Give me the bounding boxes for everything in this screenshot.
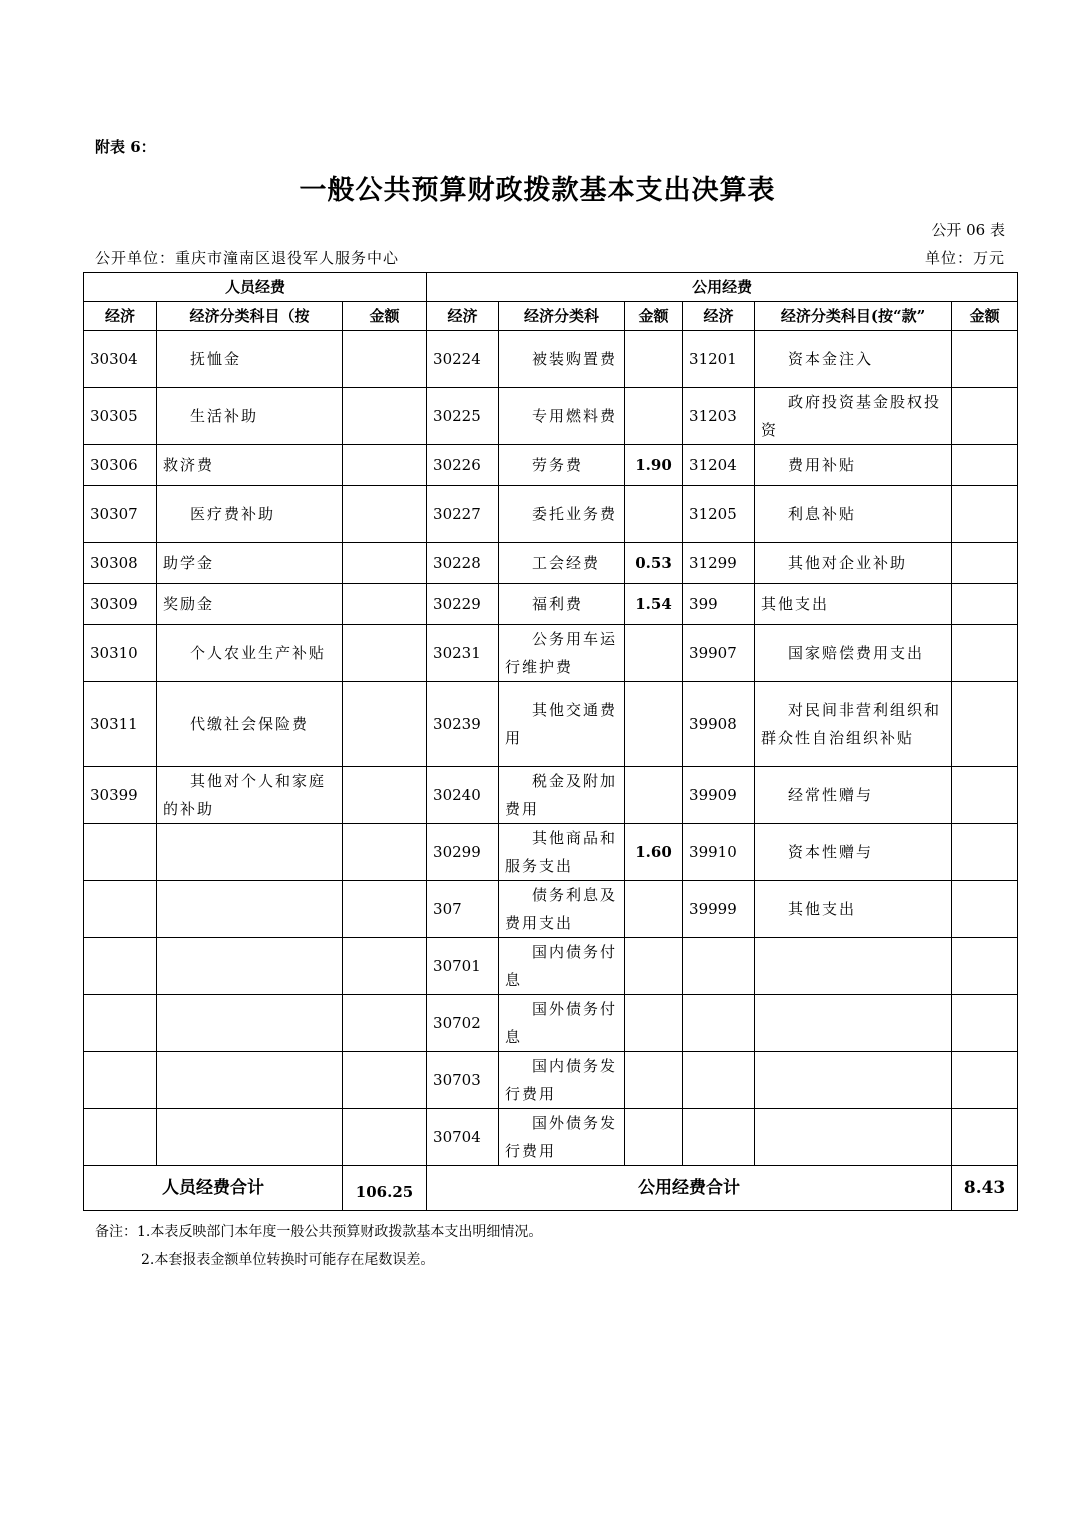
public-code-cell: 39910 xyxy=(683,824,755,881)
table-row xyxy=(84,625,1018,682)
public-total-label: 公用经费合计 xyxy=(427,1166,952,1211)
personnel-amount-cell xyxy=(343,682,427,767)
public-name-cell xyxy=(755,938,952,995)
personnel-name-cell: 奖励金 xyxy=(157,584,343,625)
public-code-cell: 30703 xyxy=(427,1052,499,1109)
table-row xyxy=(84,995,1018,1052)
personnel-code-cell: 30310 xyxy=(84,625,157,682)
public-name-cell: 福利费 xyxy=(499,584,625,625)
public-name-cell: 利息补贴 xyxy=(755,486,952,543)
public-name-cell: 国内债务付息 xyxy=(499,938,625,995)
public-code-cell xyxy=(683,995,755,1052)
public-code-cell xyxy=(683,938,755,995)
public-code-cell: 30227 xyxy=(427,486,499,543)
public-name-cell: 国家赔偿费用支出 xyxy=(755,625,952,682)
public-code-cell: 30701 xyxy=(427,938,499,995)
personnel-code-cell xyxy=(84,995,157,1052)
personnel-name-cell xyxy=(157,938,343,995)
public-name-cell: 被装购置费 xyxy=(499,331,625,388)
public-amount-cell xyxy=(625,995,683,1052)
table-row xyxy=(84,445,1018,486)
personnel-amount-cell xyxy=(343,767,427,824)
public-code-cell: 30226 xyxy=(427,445,499,486)
public-amount-cell xyxy=(625,486,683,543)
table-row xyxy=(84,824,1018,881)
totals-row xyxy=(84,1166,1018,1211)
public-code-cell: 30229 xyxy=(427,584,499,625)
public-amount-cell xyxy=(952,767,1018,824)
table-row xyxy=(84,331,1018,388)
personnel-name-cell: 助学金 xyxy=(157,543,343,584)
personnel-code-cell: 30308 xyxy=(84,543,157,584)
personnel-code-cell: 30304 xyxy=(84,331,157,388)
public-amount-cell xyxy=(625,1109,683,1166)
personnel-name-cell xyxy=(157,824,343,881)
public-name-cell: 其他支出 xyxy=(755,881,952,938)
table-row xyxy=(84,881,1018,938)
public-name-cell: 其他支出 xyxy=(755,584,952,625)
expenditure-table xyxy=(83,272,1018,1211)
public-amount-cell xyxy=(952,682,1018,767)
col-code-header: 经济 xyxy=(683,302,755,331)
public-code-cell: 307 xyxy=(427,881,499,938)
public-name-cell: 专用燃料费 xyxy=(499,388,625,445)
public-amount-cell: 0.53 xyxy=(625,543,683,584)
personnel-name-cell: 生活补助 xyxy=(157,388,343,445)
personnel-name-cell xyxy=(157,1109,343,1166)
col-amount-header: 金额 xyxy=(343,302,427,331)
public-name-cell: 费用补贴 xyxy=(755,445,952,486)
reporting-unit: 公开单位：重庆市潼南区退役军人服务中心 xyxy=(95,249,400,267)
personnel-code-cell: 30311 xyxy=(84,682,157,767)
public-name-cell: 其他商品和服务支出 xyxy=(499,824,625,881)
public-code-cell: 39909 xyxy=(683,767,755,824)
public-code-cell: 30228 xyxy=(427,543,499,584)
public-name-cell: 劳务费 xyxy=(499,445,625,486)
public-code-cell: 39908 xyxy=(683,682,755,767)
personnel-total-label: 人员经费合计 xyxy=(84,1166,343,1211)
public-amount-cell xyxy=(952,388,1018,445)
personnel-code-cell: 30306 xyxy=(84,445,157,486)
public-code-cell: 39999 xyxy=(683,881,755,938)
public-amount-cell xyxy=(625,881,683,938)
col-name-header: 经济分类科目(按“款” xyxy=(755,302,952,331)
public-name-cell: 资本金注入 xyxy=(755,331,952,388)
note-line: 备注：1.本表反映部门本年度一般公共预算财政拨款基本支出明细情况。 xyxy=(95,1224,543,1240)
personnel-code-cell: 30305 xyxy=(84,388,157,445)
personnel-name-cell: 抚恤金 xyxy=(157,331,343,388)
public-amount-cell xyxy=(952,584,1018,625)
personnel-amount-cell xyxy=(343,331,427,388)
public-code-cell: 30239 xyxy=(427,682,499,767)
public-amount-cell xyxy=(625,625,683,682)
public-code-cell: 30224 xyxy=(427,331,499,388)
personnel-code-cell xyxy=(84,938,157,995)
public-name-cell xyxy=(755,1109,952,1166)
public-amount-cell xyxy=(625,938,683,995)
personnel-amount-cell xyxy=(343,584,427,625)
public-name-cell: 公务用车运行维护费 xyxy=(499,625,625,682)
public-amount-cell: 1.54 xyxy=(625,584,683,625)
personnel-amount-cell xyxy=(343,1109,427,1166)
attachment-label: 附表 6： xyxy=(95,138,156,156)
table-row xyxy=(84,486,1018,543)
public-code-cell: 399 xyxy=(683,584,755,625)
public-name-cell: 国外债务发行费用 xyxy=(499,1109,625,1166)
notes xyxy=(95,1218,542,1274)
public-name-cell: 其他对企业补助 xyxy=(755,543,952,584)
public-code-cell: 31204 xyxy=(683,445,755,486)
personnel-name-cell: 其他对个人和家庭的补助 xyxy=(157,767,343,824)
public-amount-cell xyxy=(952,331,1018,388)
personnel-amount-cell xyxy=(343,1052,427,1109)
personnel-header: 人员经费 xyxy=(84,273,427,302)
public-amount-cell xyxy=(952,625,1018,682)
column-header-row xyxy=(84,302,1018,331)
public-name-cell: 债务利息及费用支出 xyxy=(499,881,625,938)
public-total-amount: 8.43 xyxy=(952,1166,1018,1211)
public-amount-cell xyxy=(952,445,1018,486)
personnel-amount-cell xyxy=(343,938,427,995)
personnel-amount-cell xyxy=(343,881,427,938)
table-row xyxy=(84,767,1018,824)
personnel-amount-cell xyxy=(343,824,427,881)
col-name-header: 经济分类科目（按 xyxy=(157,302,343,331)
public-code-cell: 30240 xyxy=(427,767,499,824)
personnel-name-cell: 救济费 xyxy=(157,445,343,486)
public-name-cell: 税金及附加费用 xyxy=(499,767,625,824)
public-code-cell: 30231 xyxy=(427,625,499,682)
public-amount-cell xyxy=(952,486,1018,543)
public-name-cell: 委托业务费 xyxy=(499,486,625,543)
personnel-amount-cell xyxy=(343,486,427,543)
public-code-cell: 39907 xyxy=(683,625,755,682)
personnel-amount-cell xyxy=(343,625,427,682)
public-amount-cell xyxy=(952,1052,1018,1109)
personnel-name-cell: 个人农业生产补贴 xyxy=(157,625,343,682)
public-name-cell: 经常性赠与 xyxy=(755,767,952,824)
public-code-cell: 30702 xyxy=(427,995,499,1052)
public-code-cell: 31299 xyxy=(683,543,755,584)
public-name-cell: 国外债务付息 xyxy=(499,995,625,1052)
public-amount-cell xyxy=(952,995,1018,1052)
public-code-cell xyxy=(683,1052,755,1109)
col-code-header: 经济 xyxy=(84,302,157,331)
form-number: 公开 06 表 xyxy=(931,221,1005,239)
public-amount-cell xyxy=(952,1109,1018,1166)
public-amount-cell xyxy=(625,767,683,824)
personnel-name-cell: 代缴社会保险费 xyxy=(157,682,343,767)
personnel-code-cell xyxy=(84,1052,157,1109)
table-row xyxy=(84,1052,1018,1109)
public-name-cell: 对民间非营利组织和群众性自治组织补贴 xyxy=(755,682,952,767)
personnel-amount-cell xyxy=(343,543,427,584)
personnel-name-cell xyxy=(157,1052,343,1109)
table-row xyxy=(84,543,1018,584)
page-title: 一般公共预算财政拨款基本支出决算表 xyxy=(299,175,776,206)
table-row xyxy=(84,584,1018,625)
public-amount-cell xyxy=(625,331,683,388)
col-amount-header: 金额 xyxy=(952,302,1018,331)
public-name-cell xyxy=(755,995,952,1052)
public-code-cell: 31201 xyxy=(683,331,755,388)
table-row xyxy=(84,938,1018,995)
col-name-header: 经济分类科 xyxy=(499,302,625,331)
public-code-cell: 31203 xyxy=(683,388,755,445)
public-amount-cell xyxy=(625,1052,683,1109)
public-amount-cell xyxy=(952,881,1018,938)
personnel-amount-cell xyxy=(343,995,427,1052)
personnel-name-cell: 医疗费补助 xyxy=(157,486,343,543)
table-row xyxy=(84,1109,1018,1166)
public-amount-cell xyxy=(625,388,683,445)
personnel-name-cell xyxy=(157,881,343,938)
public-amount-cell xyxy=(952,543,1018,584)
public-name-cell: 工会经费 xyxy=(499,543,625,584)
table-row xyxy=(84,388,1018,445)
public-code-cell: 30704 xyxy=(427,1109,499,1166)
personnel-code-cell xyxy=(84,824,157,881)
personnel-code-cell xyxy=(84,1109,157,1166)
public-amount-cell xyxy=(952,938,1018,995)
col-amount-header: 金额 xyxy=(625,302,683,331)
public-amount-cell xyxy=(952,824,1018,881)
personnel-code-cell: 30307 xyxy=(84,486,157,543)
personnel-code-cell: 30309 xyxy=(84,584,157,625)
public-name-cell xyxy=(755,1052,952,1109)
col-code-header: 经济 xyxy=(427,302,499,331)
public-amount-cell xyxy=(625,682,683,767)
personnel-code-cell: 30399 xyxy=(84,767,157,824)
public-code-cell: 30299 xyxy=(427,824,499,881)
public-code-cell xyxy=(683,1109,755,1166)
public-code-cell: 30225 xyxy=(427,388,499,445)
personnel-code-cell xyxy=(84,881,157,938)
personnel-amount-cell xyxy=(343,388,427,445)
public-code-cell: 31205 xyxy=(683,486,755,543)
personnel-name-cell xyxy=(157,995,343,1052)
note-line: 2.本套报表金额单位转换时可能存在尾数误差。 xyxy=(141,1252,435,1268)
personnel-total-amount: 106.25 xyxy=(343,1166,427,1211)
group-header-row xyxy=(84,273,1018,302)
public-amount-cell: 1.90 xyxy=(625,445,683,486)
personnel-amount-cell xyxy=(343,445,427,486)
table-row xyxy=(84,682,1018,767)
currency-unit: 单位：万元 xyxy=(924,249,1005,267)
public-name-cell: 其他交通费用 xyxy=(499,682,625,767)
public-name-cell: 政府投资基金股权投资 xyxy=(755,388,952,445)
public-name-cell: 资本性赠与 xyxy=(755,824,952,881)
public-header: 公用经费 xyxy=(427,273,1018,302)
public-name-cell: 国内债务发行费用 xyxy=(499,1052,625,1109)
public-amount-cell: 1.60 xyxy=(625,824,683,881)
